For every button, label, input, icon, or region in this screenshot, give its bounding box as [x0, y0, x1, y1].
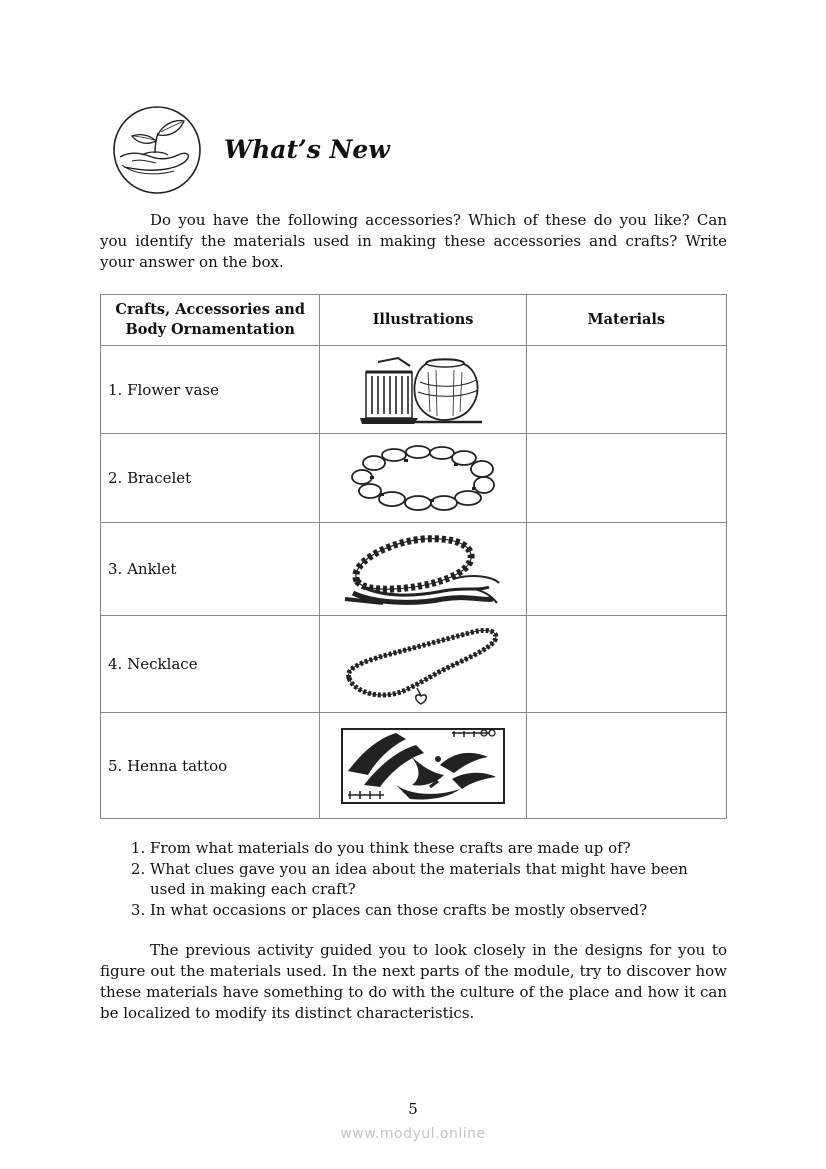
table-row [101, 713, 727, 819]
illustration-cell [320, 523, 526, 616]
intro-text: Do you have the following accessories? Which of these do you like? Can you identify the materials used in making these accessories and crafts? Write your answer on the box. [100, 211, 727, 271]
craft-label: 4. Necklace [101, 616, 320, 713]
page-number: 5 [408, 1100, 418, 1118]
question-list [100, 838, 727, 920]
header-crafts: Crafts, Accessories and Body Ornamentation [101, 295, 320, 346]
header-illustrations: Illustrations [320, 295, 526, 346]
table-row [101, 523, 727, 616]
header-materials: Materials [526, 295, 726, 346]
materials-cell[interactable] [526, 523, 726, 616]
materials-cell[interactable] [526, 434, 726, 523]
section-title: What’s New [224, 135, 390, 164]
flower-vase-illustration [358, 352, 488, 428]
illustration-cell [320, 346, 526, 434]
craft-label: 5. Henna tattoo [101, 713, 320, 819]
craft-label: 3. Anklet [101, 523, 320, 616]
necklace-illustration [343, 622, 503, 706]
materials-cell[interactable] [526, 346, 726, 434]
crafts-table [100, 294, 727, 819]
closing-text: The previous activity guided you to look closely in the designs for you to figure out the materials used. In the next parts of the module, try to discover how these materials have something to do with the culture of the place and how it can be localized to modify its distinct characteristics. [100, 941, 727, 1022]
illustration-cell [320, 616, 526, 713]
illustration-cell [320, 713, 526, 819]
closing-paragraph [100, 940, 727, 1024]
hand-holding-plant-icon [112, 105, 202, 195]
list-item: 2. What clues gave you an idea about the materials that might have been used in making each craft? [150, 859, 727, 900]
craft-label: 2. Bracelet [101, 434, 320, 523]
table-row [101, 434, 727, 523]
materials-cell[interactable] [526, 616, 726, 713]
illustration-cell [320, 434, 526, 523]
table-header-row [101, 295, 727, 346]
bracelet-illustration [348, 443, 498, 513]
list-item: 1. From what materials do you think these crafts are made up of? [150, 838, 727, 859]
watermark: www.modyul.online [340, 1126, 486, 1142]
table-row [101, 346, 727, 434]
anklet-illustration [343, 529, 503, 609]
intro-paragraph [100, 210, 727, 273]
table-row [101, 616, 727, 713]
list-item: 3. In what occasions or places can those crafts be mostly observed? [150, 900, 727, 921]
craft-label: 1. Flower vase [101, 346, 320, 434]
section-header [112, 105, 512, 195]
henna-tattoo-illustration [340, 725, 506, 807]
materials-cell[interactable] [526, 713, 726, 819]
